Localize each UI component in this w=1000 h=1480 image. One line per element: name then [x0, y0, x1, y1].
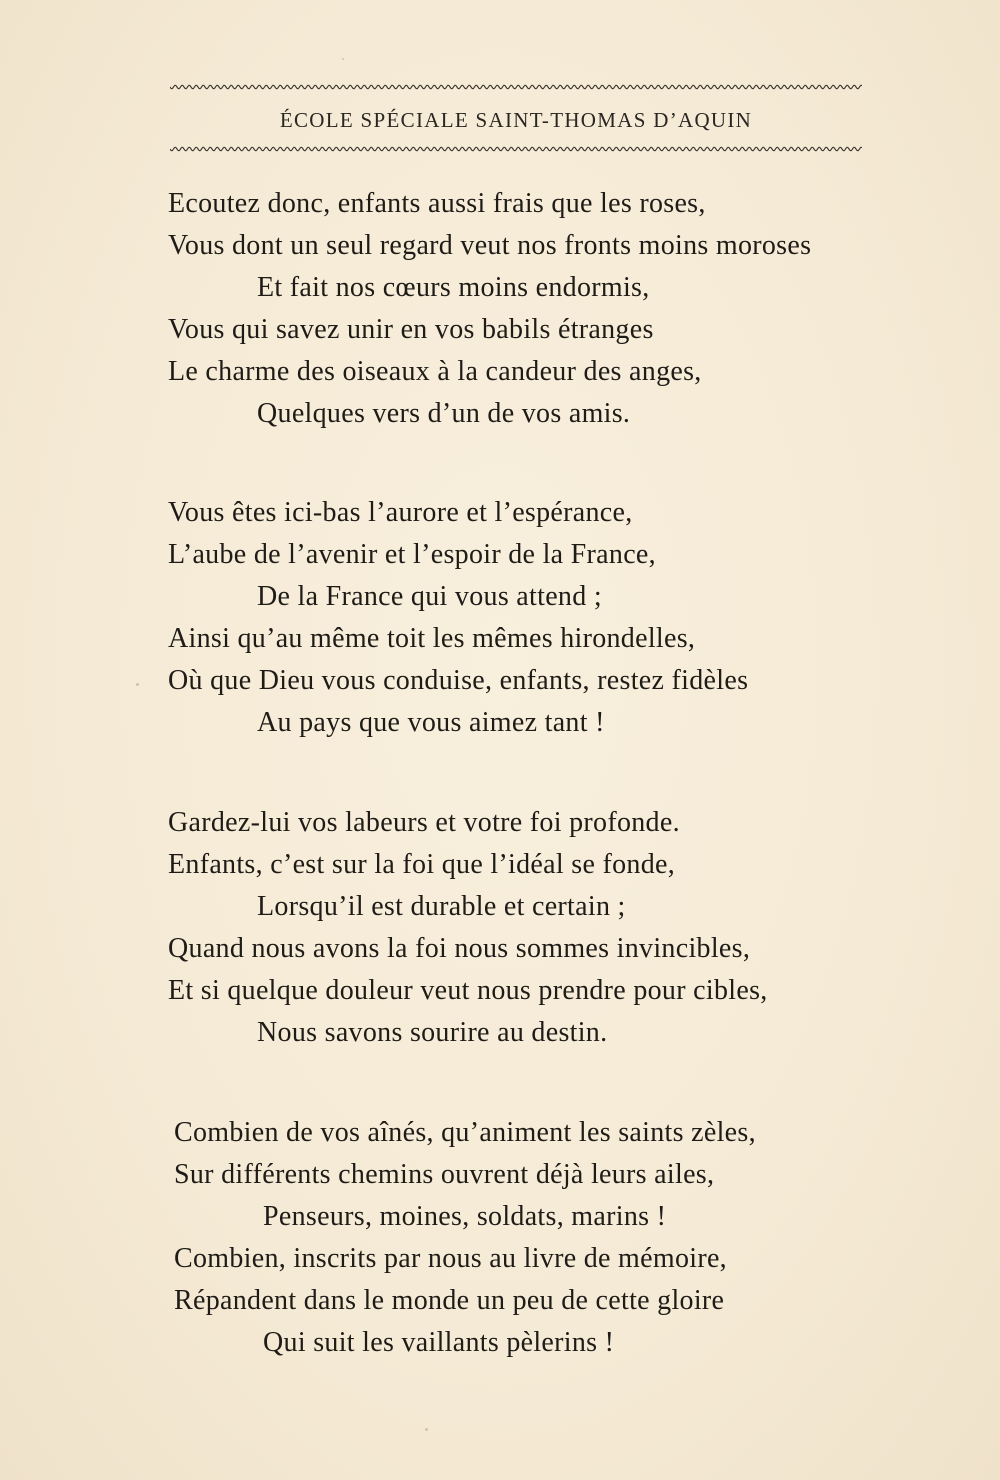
paper-speck	[136, 683, 139, 686]
verse-line: Ainsi qu’au même toit les mêmes hirondelles,	[168, 623, 696, 654]
paper-speck	[425, 1428, 428, 1431]
verse-line-indented: Nous savons sourire au destin.	[257, 1017, 608, 1048]
stanza-4	[174, 1112, 894, 1364]
verse-line-indented: Qui suit les vaillants pèlerins !	[263, 1327, 615, 1358]
bottom-wavy-rule	[170, 144, 862, 154]
running-head: ÉCOLE SPÉCIALE SAINT-THOMAS D’AQUIN	[279, 108, 753, 132]
verse-line: Combien de vos aînés, qu’animent les saints zèles,	[174, 1117, 756, 1148]
paper-speck	[342, 58, 344, 60]
verse-line: Répandent dans le monde un peu de cette gloire	[174, 1285, 725, 1316]
verse-line: Vous êtes ici-bas l’aurore et l’espérance,	[168, 497, 633, 528]
verse-line-indented: Et fait nos cœurs moins endormis,	[257, 272, 650, 303]
verse-line: Où que Dieu vous conduise, enfants, restez fidèles	[168, 665, 749, 696]
verse-line: Et si quelque douleur veut nous prendre pour cibles,	[168, 975, 768, 1006]
wavy-rule-ornament	[170, 82, 862, 92]
verse-line: Vous qui savez unir en vos babils étranges	[168, 314, 654, 345]
stanza-1	[168, 183, 888, 435]
verse-line: Combien, inscrits par nous au livre de mémoire,	[174, 1243, 727, 1274]
wavy-rule-ornament	[170, 144, 862, 154]
verse-line: Sur différents chemins ouvrent déjà leurs ailes,	[174, 1159, 715, 1190]
verse-line: L’aube de l’avenir et l’espoir de la France,	[168, 539, 656, 570]
verse-line: Quand nous avons la foi nous sommes invincibles,	[168, 933, 751, 964]
verse-line: Gardez-lui vos labeurs et votre foi profonde.	[168, 807, 680, 838]
top-wavy-rule	[170, 82, 862, 92]
verse-line-indented: Au pays que vous aimez tant !	[257, 707, 605, 738]
verse-line-indented: Penseurs, moines, soldats, marins !	[263, 1201, 667, 1232]
verse-line-indented: Lorsqu’il est durable et certain ;	[257, 891, 626, 922]
verse-line-indented: Quelques vers d’un de vos amis.	[257, 398, 631, 429]
stanza-2	[168, 492, 888, 744]
verse-line: Vous dont un seul regard veut nos fronts moins moroses	[168, 230, 812, 261]
verse-line: Ecoutez donc, enfants aussi frais que les roses,	[168, 188, 706, 219]
stanza-3	[168, 802, 888, 1054]
verse-line: Enfants, c’est sur la foi que l’idéal se fonde,	[168, 849, 676, 880]
verse-line: Le charme des oiseaux à la candeur des anges,	[168, 356, 702, 387]
verse-line-indented: De la France qui vous attend ;	[257, 581, 602, 612]
